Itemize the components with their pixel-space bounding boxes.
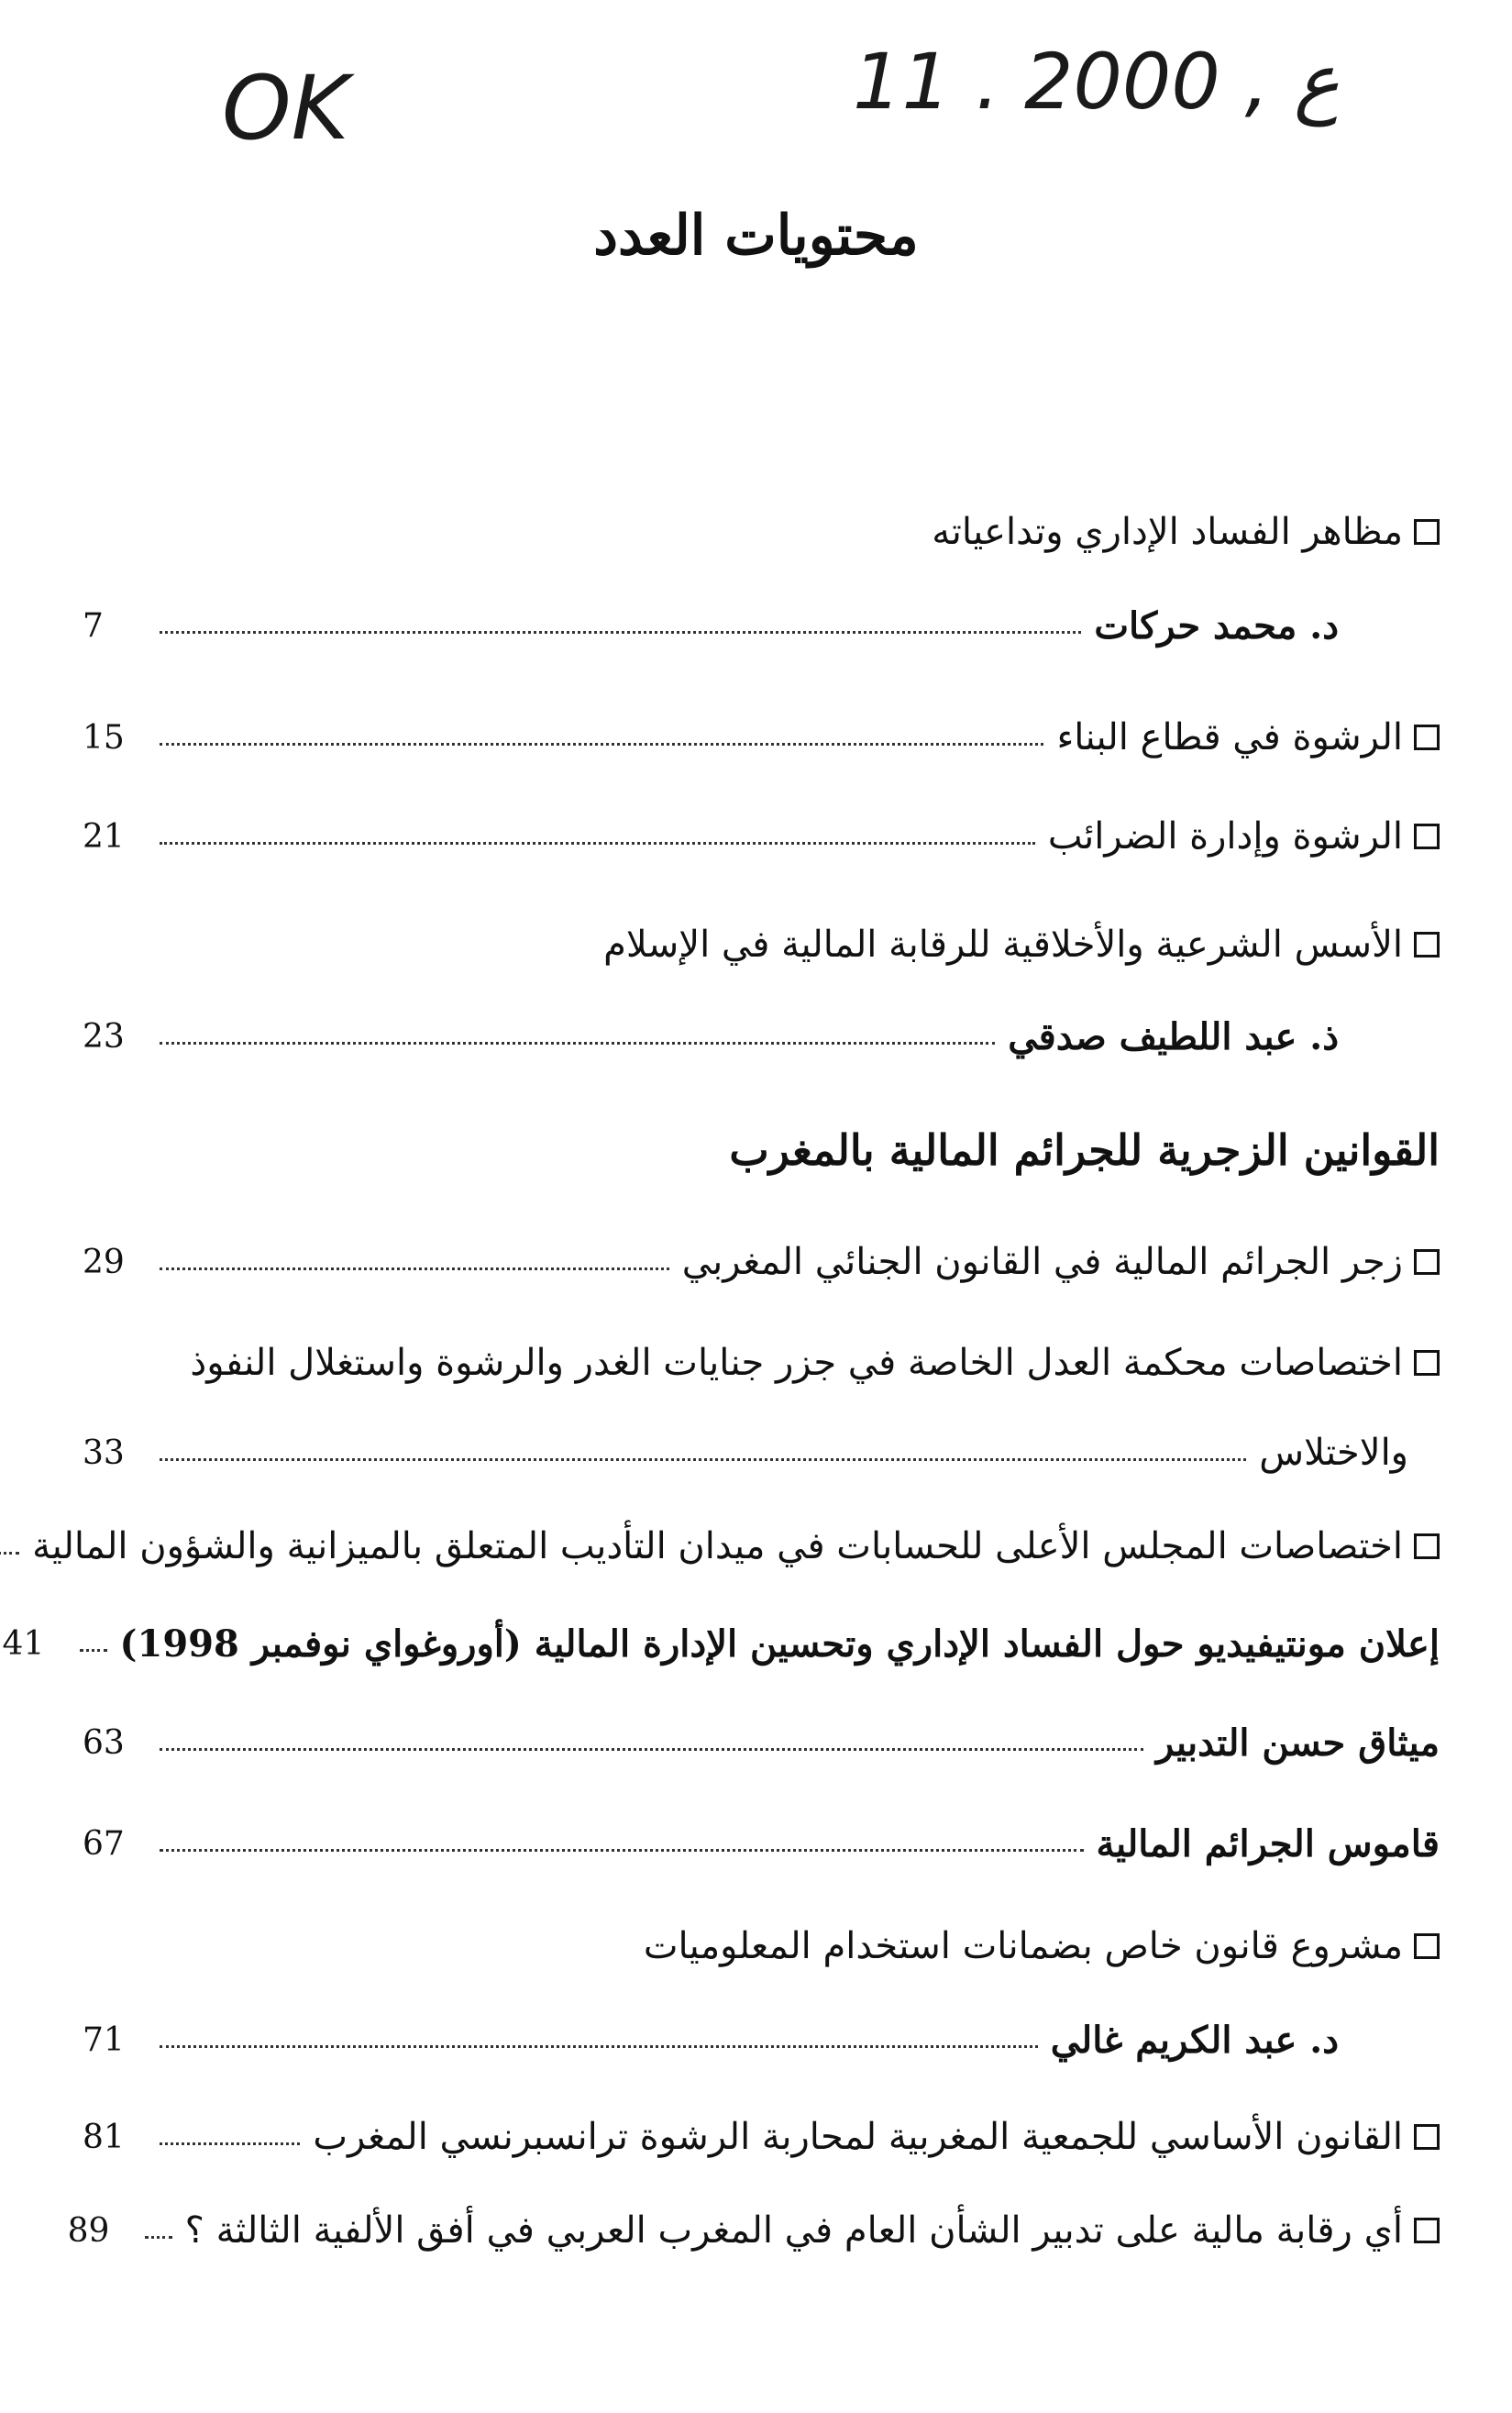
dot-leader bbox=[80, 1649, 107, 1652]
checkbox-bullet-icon bbox=[1414, 1350, 1440, 1376]
toc-entry-title: الأسس الشرعية والأخلاقية للرقابة المالية في الإسلام bbox=[603, 924, 1403, 966]
toc-entry bbox=[2, 1607, 1440, 1680]
toc-entry-title: اختصاصات المجلس الأعلى للحسابات في ميدان التأديب المتعلق بالميزانية والشؤون المالية bbox=[32, 1525, 1403, 1567]
toc-entry-author bbox=[83, 589, 1440, 662]
checkbox-bullet-icon bbox=[1414, 1533, 1440, 1559]
toc-entry-title: الرشوة وإدارة الضرائب bbox=[1047, 815, 1403, 858]
dot-leader bbox=[160, 631, 1081, 634]
toc-page-number: 33 bbox=[83, 1433, 125, 1472]
checkbox-bullet-icon bbox=[1414, 1249, 1440, 1275]
toc-entry-author-name: د. عبد الكريم غالي bbox=[1050, 2018, 1339, 2062]
toc-entry-author bbox=[83, 2003, 1440, 2076]
checkbox-bullet-icon bbox=[1414, 2124, 1440, 2150]
dot-leader bbox=[160, 1849, 1084, 1852]
page-title: محتويات العدد bbox=[593, 204, 919, 268]
dot-leader bbox=[160, 1748, 1143, 1751]
toc-entry bbox=[83, 2100, 1440, 2174]
toc-entry-title: اختصاصات محكمة العدل الخاصة في جزر جنايات الغدر والرشوة واستغلال النفوذ bbox=[190, 1342, 1403, 1384]
toc-entry-title: زجر الجرائم المالية في القانون الجنائي المغربي bbox=[681, 1241, 1403, 1283]
checkbox-bullet-icon bbox=[1414, 519, 1440, 545]
toc-page-number: 41 bbox=[2, 1624, 45, 1663]
toc-entry-title: القانون الأساسي للجمعية المغربية لمحاربة الرشوة ترانسبرنسي المغرب bbox=[313, 2116, 1403, 2158]
toc-entry-title: أي رقابة مالية على تدبير الشأن العام في المغرب العربي في أفق الألفية الثالثة ؟ bbox=[184, 2209, 1403, 2252]
toc-entry-author bbox=[83, 1000, 1440, 1073]
dot-leader bbox=[160, 842, 1035, 845]
dot-leader bbox=[0, 1552, 19, 1555]
toc-page-number: 15 bbox=[83, 718, 125, 757]
dot-leader bbox=[160, 1267, 669, 1270]
toc-entry-title: الرشوة في قطاع البناء bbox=[1056, 716, 1403, 758]
toc-page-number: 89 bbox=[67, 2211, 110, 2250]
toc-page-number: 71 bbox=[83, 2020, 125, 2059]
toc-entry-author-name: د. محمد حركات bbox=[1094, 603, 1339, 648]
checkbox-bullet-icon bbox=[1414, 824, 1440, 849]
dot-leader bbox=[160, 1042, 995, 1045]
toc-page-number: 29 bbox=[83, 1243, 125, 1281]
toc-entry-author-name: ذ. عبد اللطيف صدقي bbox=[1008, 1014, 1339, 1058]
checkbox-bullet-icon bbox=[1414, 2218, 1440, 2243]
checkbox-bullet-icon bbox=[1414, 725, 1440, 750]
section-heading-text: القوانين الزجرية للجرائم المالية بالمغرب bbox=[729, 1125, 1440, 1175]
dot-leader bbox=[160, 1458, 1246, 1461]
dot-leader bbox=[160, 2142, 300, 2145]
toc-entry bbox=[83, 1225, 1440, 1299]
toc-entry bbox=[67, 2194, 1440, 2267]
toc-entry bbox=[83, 908, 1440, 981]
toc-entry bbox=[83, 701, 1440, 774]
dot-leader bbox=[160, 2045, 1038, 2048]
toc-page-number: 23 bbox=[83, 1017, 125, 1056]
toc-entry bbox=[83, 495, 1440, 569]
toc-entry-title: مشروع قانون خاص بضمانات استخدام المعلوميات bbox=[643, 1925, 1403, 1967]
toc-section-heading bbox=[83, 1113, 1440, 1187]
toc-entry-continuation bbox=[83, 1416, 1440, 1489]
dot-leader bbox=[160, 743, 1043, 746]
toc-page-number: 63 bbox=[83, 1723, 125, 1762]
toc-entry bbox=[83, 1326, 1440, 1400]
toc-entry-title: ميثاق حسن التدبير bbox=[1155, 1721, 1440, 1765]
toc-entry bbox=[83, 1807, 1440, 1880]
toc-entry bbox=[83, 1909, 1440, 1983]
dot-leader bbox=[145, 2236, 172, 2239]
toc-entry-title: إعلان مونتيفيديو حول الفساد الإداري وتحسين الإدارة المالية (أوروغواي نوفمبر 1998) bbox=[119, 1622, 1440, 1666]
toc-entry bbox=[83, 1706, 1440, 1779]
toc-page-number: 7 bbox=[83, 606, 104, 645]
toc-page-number: 81 bbox=[83, 2118, 125, 2156]
handwritten-ok-mark: OK bbox=[222, 57, 349, 160]
toc-entry-title-continued: والاختلاس bbox=[1259, 1432, 1408, 1474]
toc-entry bbox=[83, 800, 1440, 873]
toc-entry bbox=[32, 1510, 1440, 1583]
toc-page-number: 21 bbox=[83, 817, 125, 856]
toc-entry-title: قاموس الجرائم المالية bbox=[1096, 1821, 1440, 1865]
checkbox-bullet-icon bbox=[1414, 932, 1440, 957]
toc-page-number: 67 bbox=[83, 1824, 125, 1863]
handwritten-date: 11 . ع , 2000 bbox=[853, 37, 1341, 127]
toc-entry-title: مظاهر الفساد الإداري وتداعياته bbox=[932, 511, 1403, 553]
checkbox-bullet-icon bbox=[1414, 1933, 1440, 1959]
